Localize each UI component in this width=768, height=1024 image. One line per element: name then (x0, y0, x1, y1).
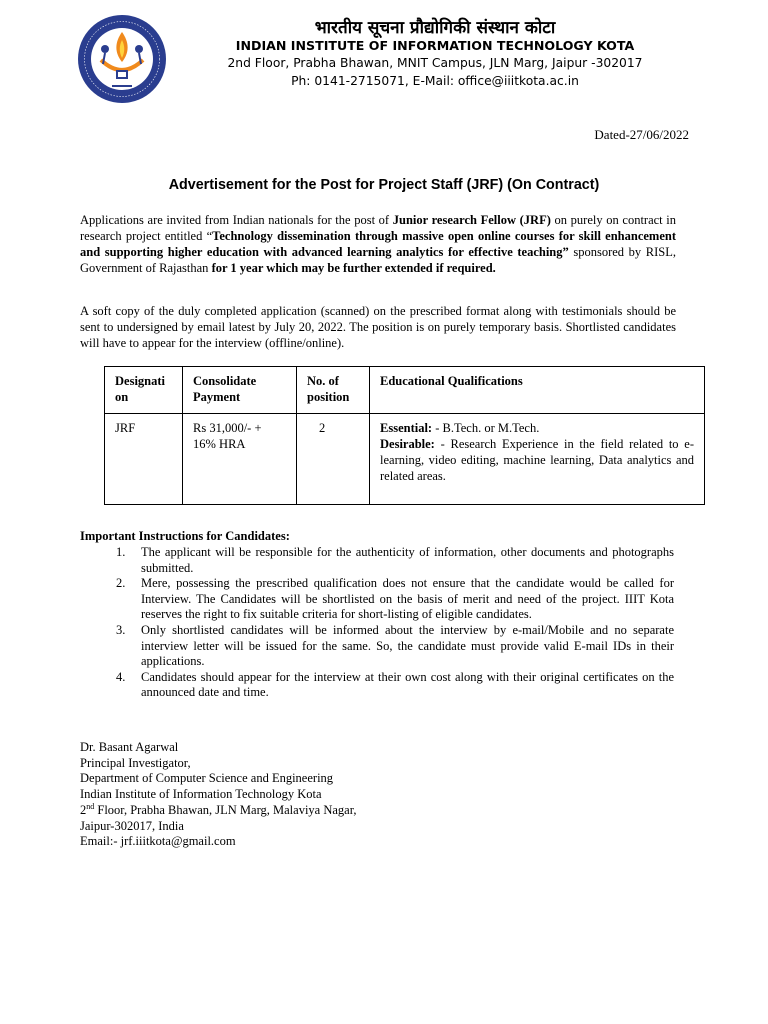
item-number: 1. (116, 545, 126, 559)
intro-paragraph (80, 212, 676, 276)
header-contact: Ph: 0141-2715071, E-Mail: office@iiitkota.ac.in (291, 74, 579, 88)
application-paragraph: A soft copy of the duly completed application (scanned) on the prescribed format along with testimonials should be sent to undersigned by email latest by July 20, 2022. The position is on purely temporary basis. Shortlisted candidates will have to appear for the interview (offline/online). (80, 304, 676, 350)
signatory-email[interactable]: Email:- jrf.iiitkota@gmail.com (80, 834, 236, 849)
list-item (80, 670, 674, 701)
advertisement-title: Advertisement for the Post for Project Staff (JRF) (On Contract) (168, 177, 600, 193)
item-text: The applicant will be responsible for the authenticity of information, other documents and photographs submitted. (141, 545, 674, 575)
desirable-text: - Research Experience in the field related to e-learning, video editing, machine learning, Data analytics and related areas. (380, 437, 694, 483)
list-item (80, 623, 674, 670)
signatory-city: Jaipur-302017, India (80, 818, 184, 833)
floor-suffix: nd (86, 801, 95, 811)
signatory-department: Department of Computer Science and Engineering (80, 771, 334, 786)
cell-designation: JRF (105, 414, 183, 505)
signatory-name: Dr. Basant Agarwal (80, 740, 179, 754)
desirable-qualification (380, 436, 694, 484)
item-number: 4. (116, 669, 126, 684)
essential-label: Essential: (380, 421, 433, 435)
cell-payment: Rs 31,000/- + 16% HRA (183, 414, 297, 505)
header-title-hindi: भारतीय सूचना प्रौद्योगिकी संस्थान कोटा (314, 18, 556, 38)
signatory-role: Principal Investigator, (80, 755, 191, 770)
cell-positions: 2 (297, 414, 370, 505)
intro-text-1: Applications are invited from Indian nationals for the post of (80, 213, 393, 227)
intro-text-3: sponsored by RISL, Government of Rajasthan (80, 245, 676, 275)
item-text: Mere, possessing the prescribed qualification does not ensure that the candidate would be called for Interview. The Candidates will be shortlisted on the basis of merit and need of the project. IIIT Kota reserves the right to fix suitable criteria for short-listing of eligible candidates. (141, 576, 674, 622)
post-name: Junior research Fellow (JRF) (392, 213, 551, 227)
signatory-institute: Indian Institute of Information Technology Kota (80, 787, 322, 802)
table-header-row (105, 367, 705, 414)
instructions-list (80, 545, 674, 701)
essential-text: - B.Tech. or M.Tech. (432, 421, 540, 435)
address-rest: Floor, Prabha Bhawan, JLN Marg, Malaviya Nagar, (94, 802, 357, 817)
item-text: Candidates should appear for the interview at their own cost along with their original certificates on the announced date and time. (141, 669, 674, 700)
essential-qualification (380, 420, 694, 436)
item-text: Only shortlisted candidates will be informed about the interview by e-mail/Mobile and no separate interview letter will be issued for the same. So, the candidate must provide valid E-mail IDs in their applications. (141, 622, 674, 669)
project-title: Technology dissemination through massive open online courses for skill enhancement and supporting higher education with advanced learning analytics for effective teaching” (80, 229, 677, 259)
intro-text-2: on purely on contract in research project entitled “ (80, 213, 677, 243)
item-number: 2. (116, 576, 126, 591)
list-item (80, 545, 674, 576)
cell-qualifications (370, 414, 705, 505)
post-details-table (104, 366, 705, 505)
header-positions: No. of position (297, 367, 370, 414)
signatory-address (80, 803, 357, 819)
header-institute-name: INDIAN INSTITUTE OF INFORMATION TECHNOLOGY KOTA (235, 38, 635, 53)
header-payment: Consolidate Payment (183, 367, 297, 414)
floor-number: 2 (80, 802, 87, 817)
instructions-heading: Important Instructions for Candidates: (80, 529, 290, 543)
header-address: 2nd Floor, Prabha Bhawan, MNIT Campus, JLN Marg, Jaipur -302017 (227, 56, 643, 70)
table-row (105, 414, 705, 505)
signature-block (80, 740, 357, 850)
list-item (80, 576, 674, 623)
duration-note: for 1 year which may be further extended if required. (211, 261, 496, 275)
header-qualifications: Educational Qualifications (370, 367, 705, 414)
header-designation: Designati on (105, 367, 183, 414)
item-number: 3. (116, 622, 126, 637)
desirable-label: Desirable: (380, 437, 435, 451)
document-date: Dated-27/06/2022 (594, 127, 689, 142)
